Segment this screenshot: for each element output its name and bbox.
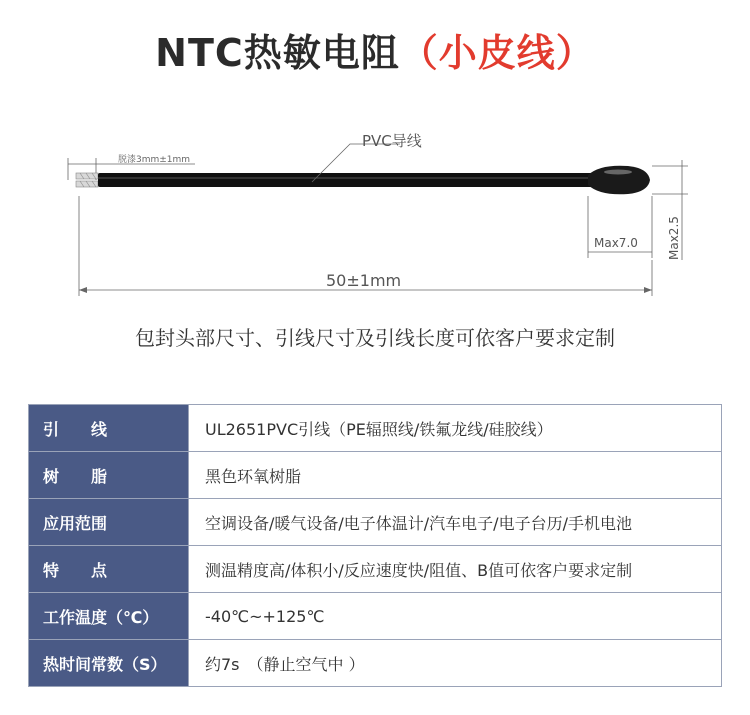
spec-value: 测温精度高/体积小/反应速度快/阻值、B值可依客户要求定制 xyxy=(189,546,722,593)
page-title xyxy=(0,22,750,77)
spec-key: 工作温度（℃） xyxy=(29,593,189,640)
table-row xyxy=(29,452,722,499)
spec-value: 空调设备/暖气设备/电子体温计/汽车电子/电子台历/手机电池 xyxy=(189,499,722,546)
length-arrow-left xyxy=(79,287,87,293)
table-row xyxy=(29,593,722,640)
table-row xyxy=(29,405,722,452)
table-row xyxy=(29,499,722,546)
title-accent: （小皮线） xyxy=(399,31,595,75)
head-diameter-label: Max2.5 xyxy=(667,216,681,260)
spec-value: UL2651PVC引线（PE辐照线/铁氟龙线/硅胶线） xyxy=(189,405,722,452)
customization-note: 包封头部尺寸、引线尺寸及引线长度可依客户要求定制 xyxy=(135,326,615,350)
wire-label: PVC导线 xyxy=(362,132,422,150)
table-row xyxy=(29,640,722,687)
head-highlight xyxy=(604,170,632,175)
spec-value: -40℃~+125℃ xyxy=(189,593,722,640)
spec-key: 树 脂 xyxy=(29,452,189,499)
thermistor-diagram xyxy=(0,120,750,310)
table-row xyxy=(29,546,722,593)
length-label: 50±1mm xyxy=(326,271,402,290)
pvc-wire xyxy=(98,173,594,187)
spec-key: 应用范围 xyxy=(29,499,189,546)
spec-value: 约7s （静止空气中 ） xyxy=(189,640,722,687)
length-arrow-right xyxy=(644,287,652,293)
spec-key: 引 线 xyxy=(29,405,189,452)
spec-key: 热时间常数（S） xyxy=(29,640,189,687)
spec-value: 黑色环氧树脂 xyxy=(189,452,722,499)
head-length-label: Max7.0 xyxy=(594,236,638,250)
stripped-conductors xyxy=(76,173,98,187)
title-main: NTC热敏电阻 xyxy=(155,31,400,75)
spec-key: 特 点 xyxy=(29,546,189,593)
spec-table xyxy=(28,404,722,687)
strip-label: 脱漆3mm±1mm xyxy=(118,155,191,165)
